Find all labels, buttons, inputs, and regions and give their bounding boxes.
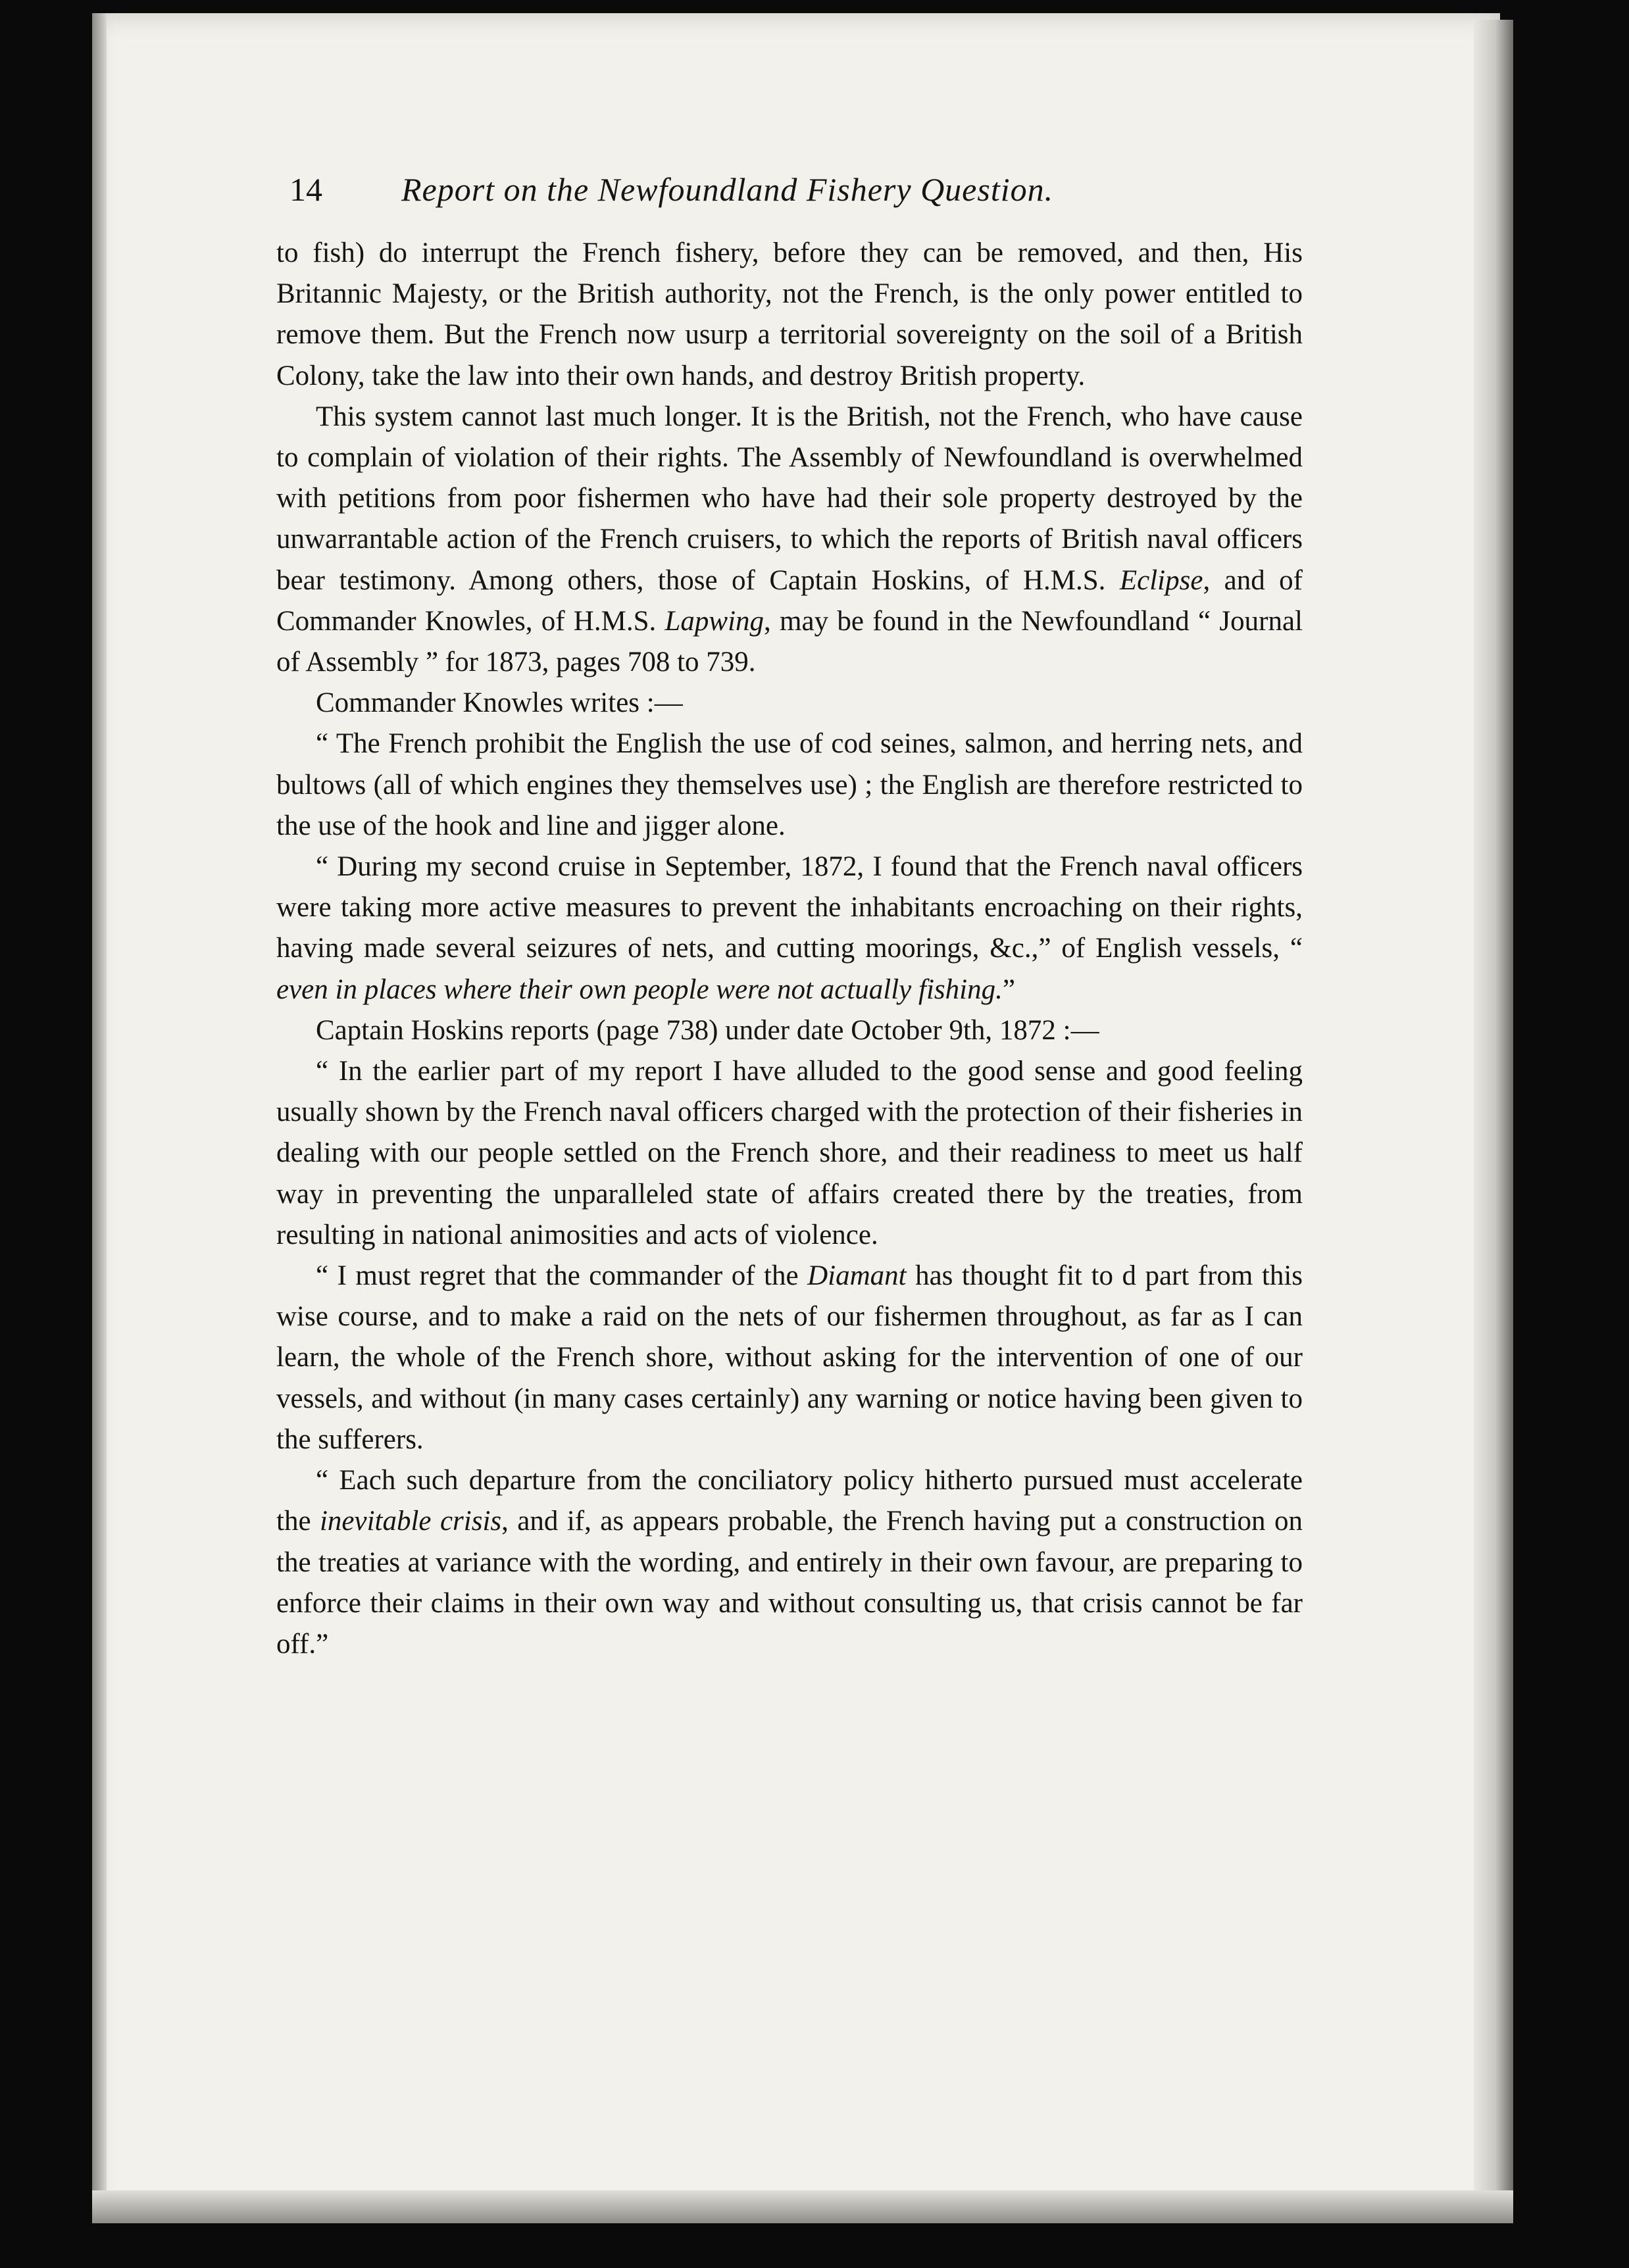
- quote-8-text-b: has thought fit to d part from this wise course, and to make a raid on the nets of our fishermen throughout, as far as I can learn, the whole of the French shore, without asking for the intervention of one of our vessels, and without (in many cases certainly) any warning or notice having been given to the sufferers.: [276, 1260, 1303, 1455]
- quote-9-text-b: , and if, as appears probable, the French having put a construction on the treaties at variance with the wording, and entirely in their own favour, are preparing to enforce their claims in their own way and without consulting us, that crisis cannot be far off.”: [276, 1506, 1303, 1660]
- page-spine-edge: [92, 13, 107, 2223]
- paragraph-2-text-b: , and of Commander Knowles, of H.M.S.: [276, 564, 1303, 637]
- quote-paragraph-8: [276, 1256, 1303, 1460]
- quote-paragraph-5: [276, 847, 1303, 1010]
- paragraph-1: to fish) do interrupt the French fishery, before they can be removed, and then, His Britannic Majesty, or the British authority, not the French, is the only power entitled to remove them. But the French now usurp a territorial sovereignty on the soil of a British Colony, take the law into their own hands, and destroy British property.: [276, 237, 1303, 391]
- ship-name-lapwing: Lapwing: [664, 605, 764, 637]
- page-bottom-edge: [92, 2190, 1513, 2223]
- paragraph-3: Commander Knowles writes :—: [316, 687, 683, 719]
- running-title: Report on the Newfoundland Fishery Question.: [401, 171, 1054, 208]
- paragraph-6: Captain Hoskins reports (page 738) under date October 9th, 1872 :—: [316, 1014, 1099, 1046]
- quote-paragraph-7: “ In the earlier part of my report I have alluded to the good sense and good feeling usually shown by the French naval officers charged with the protection of their fisheries in dealing with our people settled on the French shore, and their readiness to meet us half way in preventing the unparalleled state of affairs created there by the treaties, from resulting in national animosities and acts of violence.: [276, 1056, 1303, 1250]
- quote-paragraph-9: [276, 1460, 1303, 1665]
- quote-5-italic: even in places where their own people were not actually fishing.: [276, 974, 1003, 1005]
- paragraph-2: [276, 397, 1303, 683]
- quote-9-italic: inevitable crisis: [319, 1506, 502, 1537]
- quote-8-text-a: “ I must regret that the commander of the: [316, 1260, 808, 1292]
- page-right-edge: [1474, 20, 1513, 2217]
- running-head: [276, 164, 1303, 214]
- quote-5-text-b: ”: [1002, 974, 1015, 1005]
- page-number: 14: [289, 171, 322, 208]
- ship-name-eclipse: Eclipse: [1119, 564, 1203, 596]
- paragraph-2-text-c: , may be found in the Newfoundland “ Journal of Assembly ” for 1873, pages 708 to 739.: [276, 605, 1303, 678]
- page-text-block: [276, 164, 1303, 1665]
- quote-5-text-a: “ During my second cruise in September, 1872, I found that the French naval officers were taking more active measures to prevent the inhabitants encroaching on their rights, having made several seizures of nets, and cutting moorings, &c.,” of English vessels, “: [276, 851, 1303, 964]
- quote-9-text-a: “ Each such departure from the conciliatory policy hitherto pursued must accelerate the: [276, 1465, 1303, 1537]
- ship-name-diamant: Diamant: [807, 1260, 907, 1292]
- quote-paragraph-4: “ The French prohibit the English the use of cod seines, salmon, and herring nets, and bultows (all of which engines they themselves use) ; the English are therefore restricted to the use of the hook and line and jigger alone.: [276, 728, 1303, 841]
- paragraph-2-text-a: This system cannot last much longer. It is the British, not the French, who have cause to complain of violation of their rights. The Assembly of Newfoundland is overwhelmed with petitions from poor fishermen who have had their sole property destroyed by the unwarrantable action of the French cruisers, to which the reports of British naval officers bear testimony. Among others, those of Captain Hoskins, of H.M.S.: [276, 401, 1303, 596]
